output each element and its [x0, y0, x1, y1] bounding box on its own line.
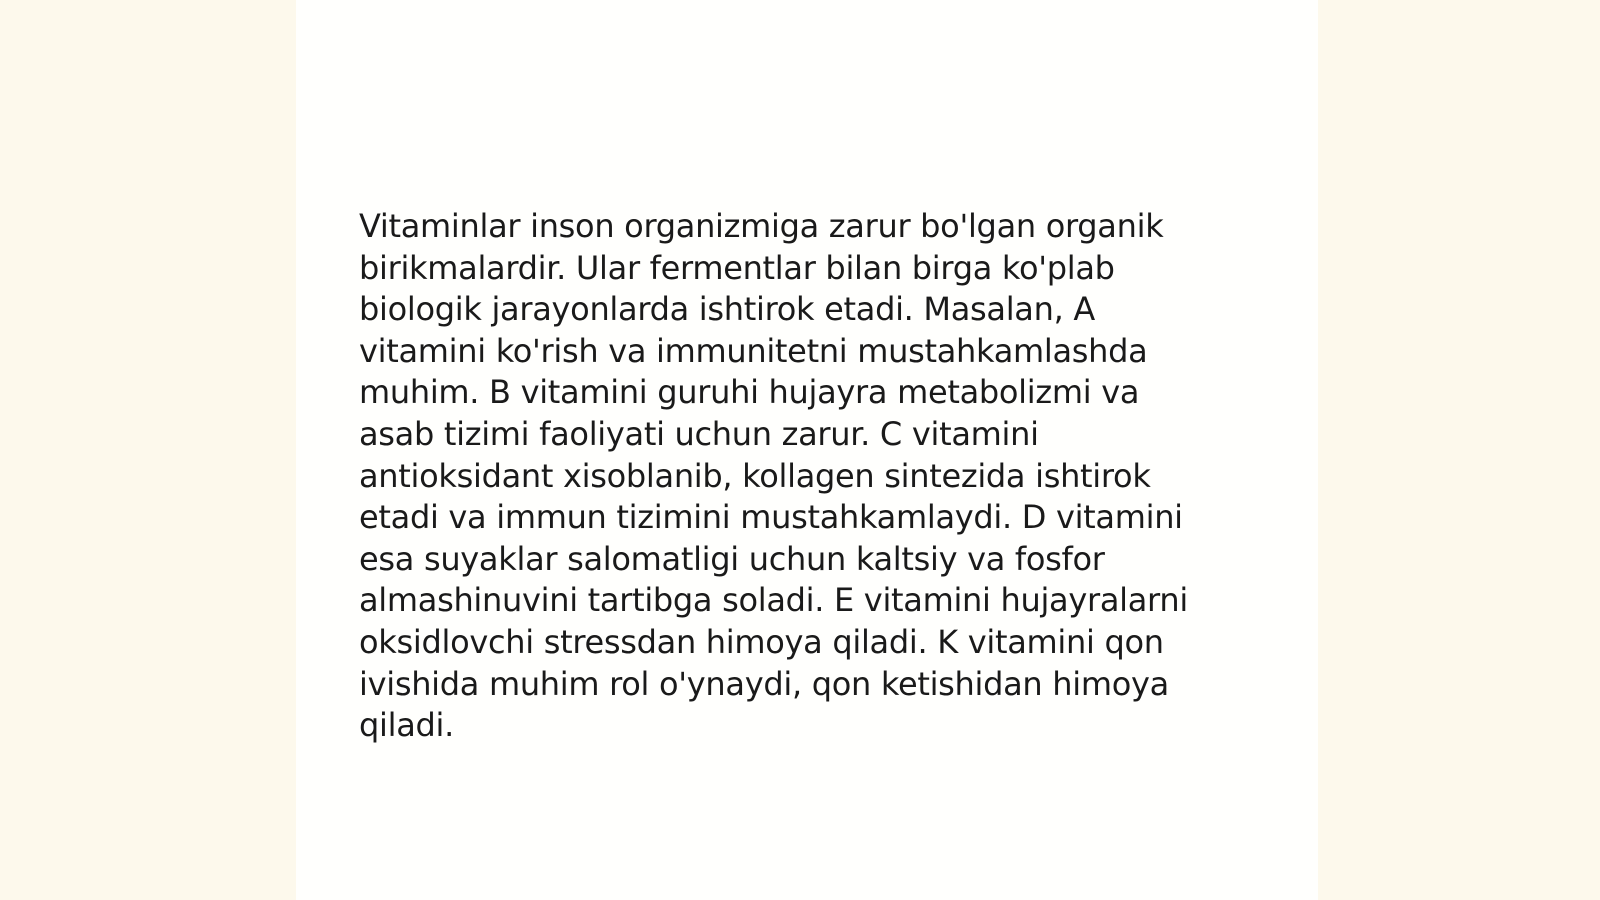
text-line: qiladi.: [359, 706, 454, 745]
text-line: muhim. B vitamini guruhi hujayra metabolizmi va: [359, 373, 1140, 412]
slide-body-text[interactable]: [359, 206, 1259, 747]
text-line: asab tizimi faoliyati uchun zarur. C vitamini: [359, 414, 1039, 453]
text-line: antioksidant xisoblanib, kollagen sintezida ishtirok: [359, 456, 1151, 495]
text-line: etadi va immun tizimini mustahkamlaydi. D vitamini: [359, 498, 1183, 537]
text-line: biologik jarayonlarda ishtirok etadi. Masalan, A: [359, 290, 1095, 329]
text-line: vitamini ko'rish va immunitetni mustahkamlashda: [359, 331, 1148, 370]
text-line: esa suyaklar salomatligi uchun kaltsiy va fosfor: [359, 539, 1105, 578]
text-line: almashinuvini tartibga soladi. E vitamini hujayralarni: [359, 581, 1188, 620]
text-line: Vitaminlar inson organizmiga zarur bo'lgan organik: [359, 207, 1164, 245]
text-line: oksidlovchi stressdan himoya qiladi. K vitamini qon: [359, 622, 1164, 661]
slide[interactable]: [296, 0, 1318, 900]
text-line: birikmalardir. Ular fermentlar bilan birga ko'plab: [359, 248, 1115, 287]
text-line: ivishida muhim rol o'ynaydi, qon ketishidan himoya: [359, 664, 1169, 703]
